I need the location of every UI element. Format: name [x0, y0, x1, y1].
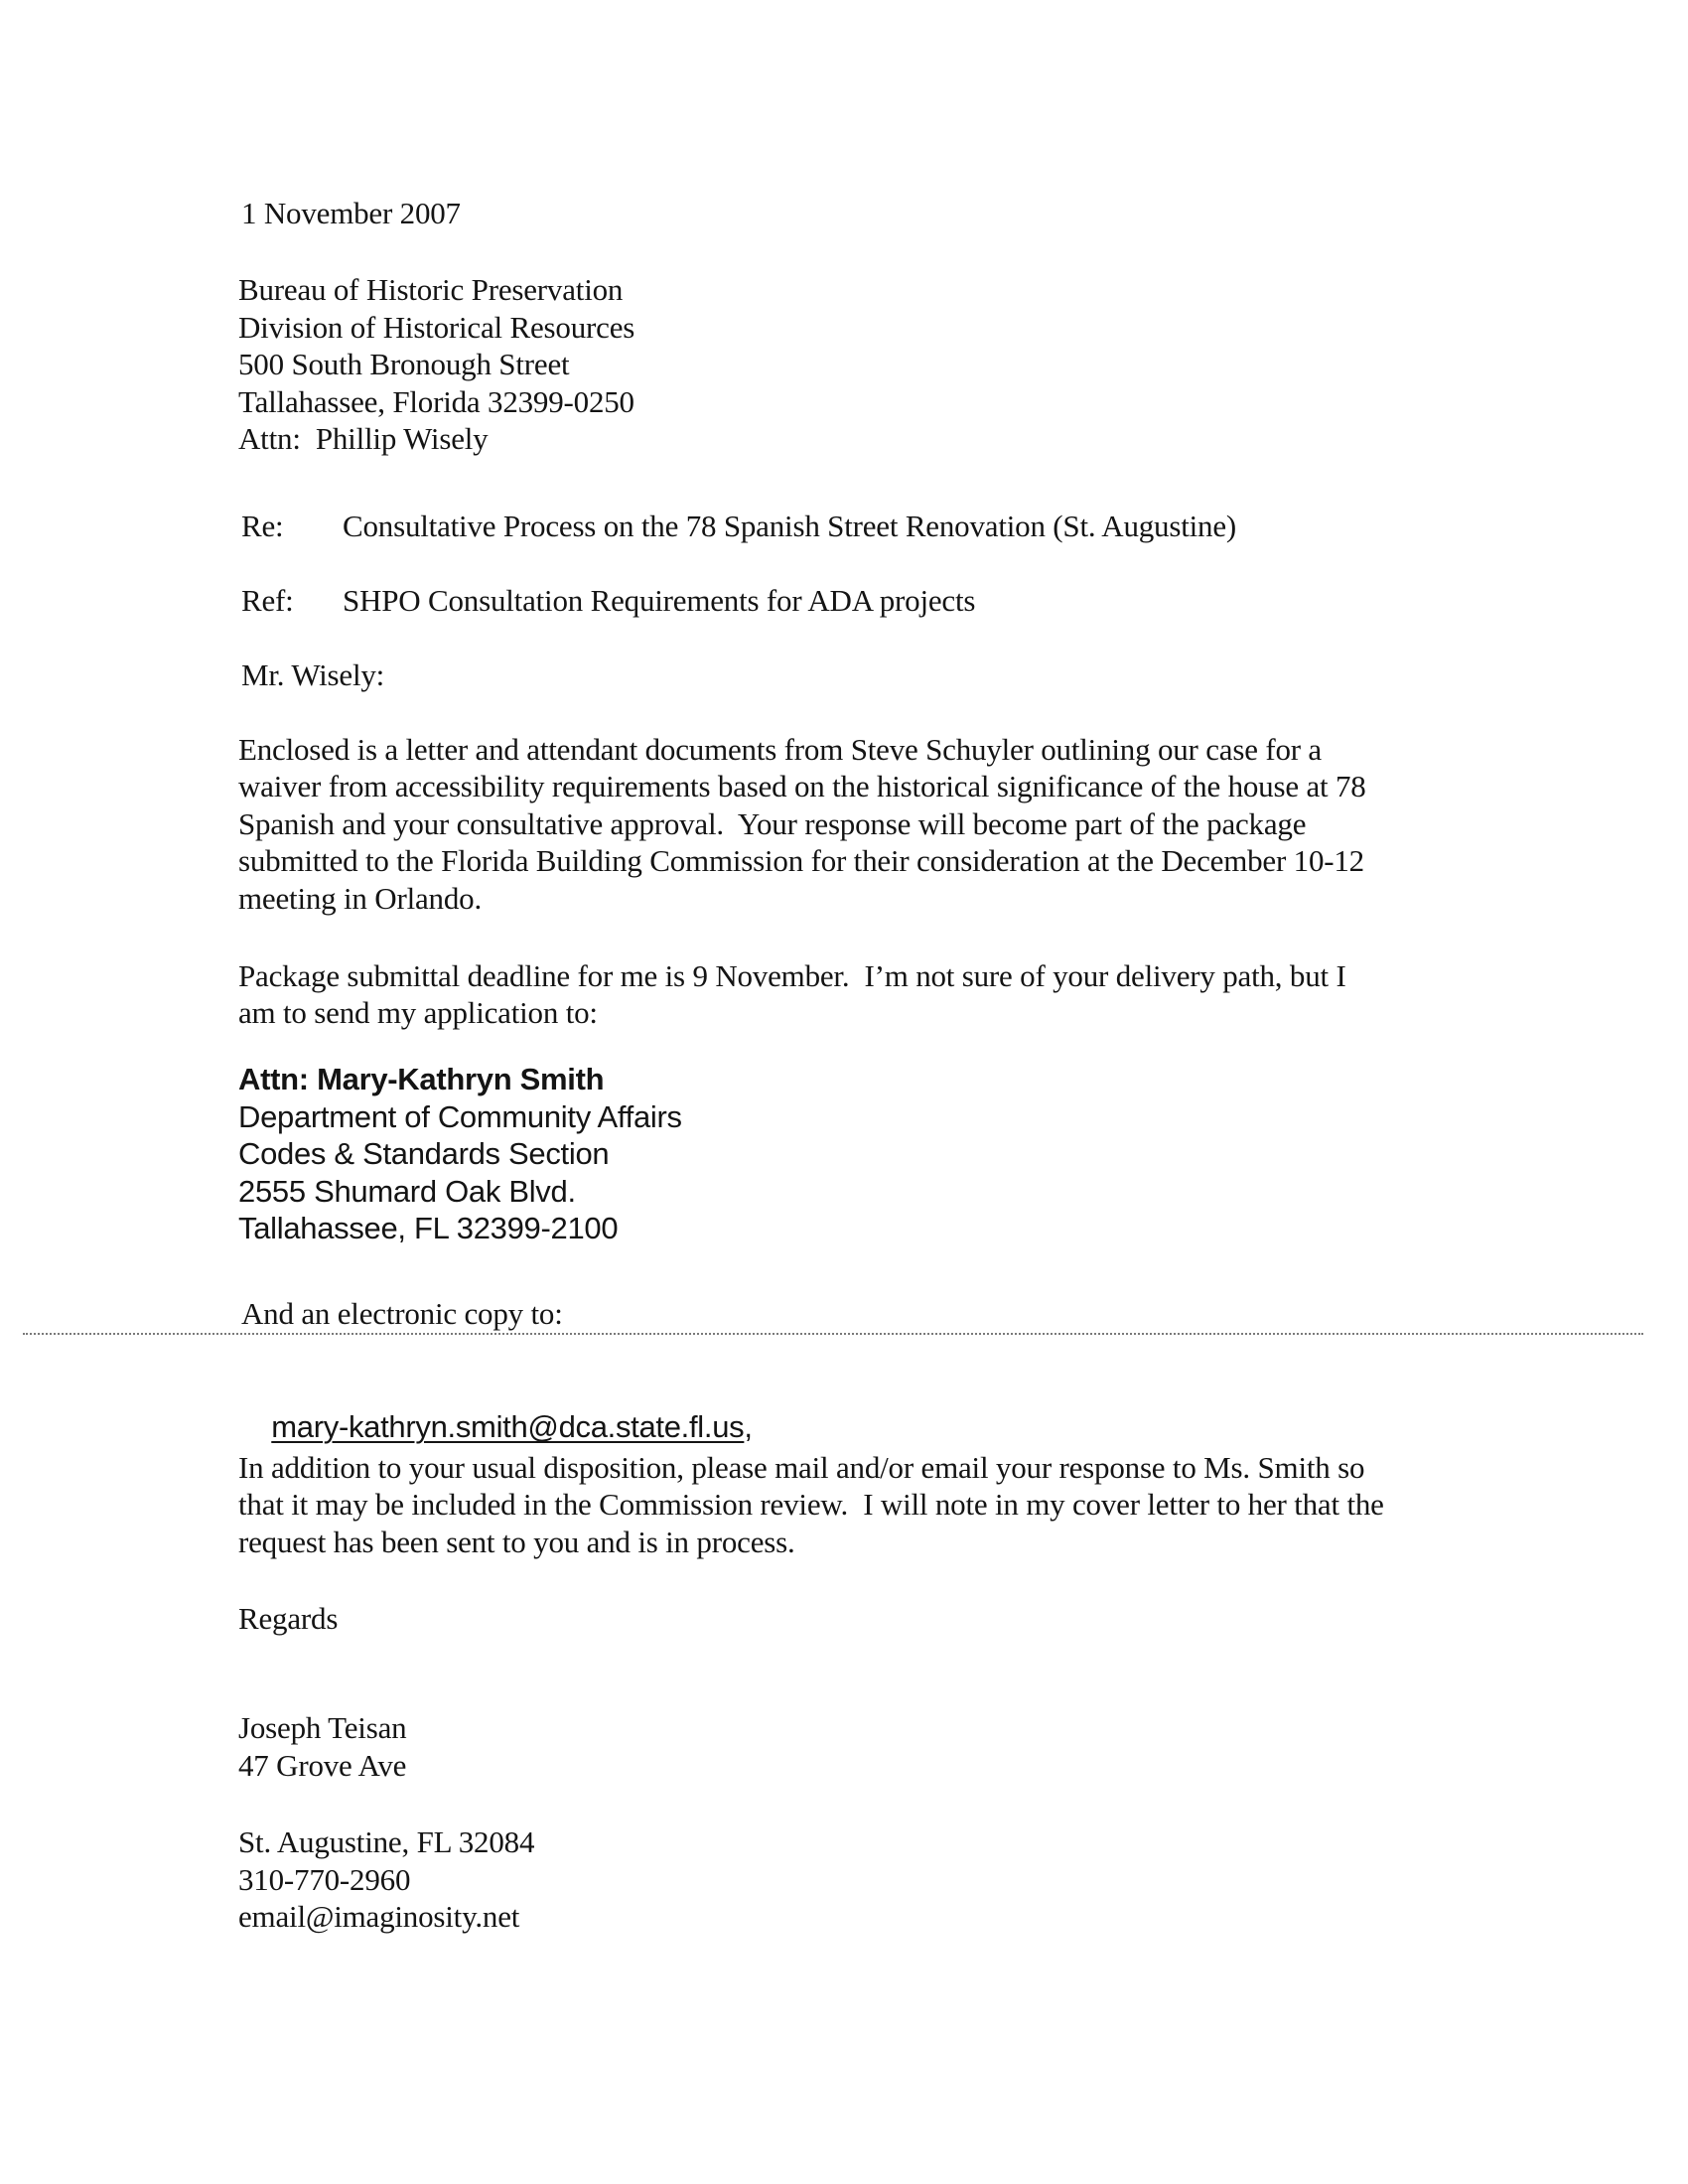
body-paragraph-1 [238, 731, 1509, 917]
email-trailing-comma: , [744, 1409, 753, 1444]
electronic-copy-label: And an electronic copy to: [241, 1296, 563, 1331]
subject-label: Re: [241, 509, 284, 543]
recipient-line: Division of Historical Resources [238, 309, 635, 345]
subject-text: Consultative Process on the 78 Spanish Street Renovation (St. Augustine) [343, 509, 1237, 543]
mailing-line: Codes & Standards Section [238, 1136, 610, 1172]
paragraph-line: Package submittal deadline for me is 9 November. I’m not sure of your delivery path, but I [238, 958, 1346, 993]
closing: Regards [238, 1601, 339, 1636]
paragraph-line: Spanish and your consultative approval. Your response will become part of the package [238, 805, 1307, 841]
reference-text: SHPO Consultation Requirements for ADA projects [343, 583, 976, 618]
recipient-line: Bureau of Historic Preservation [238, 272, 624, 307]
recipient-address [238, 271, 634, 458]
dotted-rule-divider [23, 1333, 1643, 1335]
mailing-attn: Attn: Mary-Kathryn Smith [238, 1062, 605, 1096]
signature-phone: 310-770-2960 [238, 1861, 411, 1897]
recipient-email-link[interactable]: mary-kathryn.smith@dca.state.fl.us [271, 1409, 745, 1444]
recipient-line: Tallahassee, Florida 32399-0250 [238, 383, 634, 419]
signature-email: email@imaginosity.net [238, 1899, 520, 1935]
recipient-attn: Attn: Phillip Wisely [238, 421, 489, 457]
mailing-line: Department of Community Affairs [238, 1098, 682, 1134]
subject-line [0, 508, 1688, 545]
signature-name: Joseph Teisan [238, 1710, 407, 1745]
paragraph-line: that it may be included in the Commission review. I will note in my cover letter to her that the [238, 1487, 1384, 1523]
reference-line [0, 582, 1688, 620]
mailing-address [238, 1061, 682, 1247]
reference-label: Ref: [241, 583, 294, 618]
paragraph-line: meeting in Orlando. [238, 880, 483, 916]
mailing-line: Tallahassee, FL 32399-2100 [238, 1211, 619, 1246]
electronic-copy-line [238, 1371, 753, 1444]
paragraph-line: am to send my application to: [238, 995, 598, 1031]
paragraph-line: In addition to your usual disposition, please mail and/or email your response to Ms. Smith so [238, 1450, 1365, 1485]
signature-block [238, 1709, 406, 1784]
letter-date: 1 November 2007 [241, 196, 461, 230]
paragraph-line: waiver from accessibility requirements based on the historical significance of the house at 78 [238, 769, 1366, 804]
mailing-line: 2555 Shumard Oak Blvd. [238, 1173, 576, 1209]
body-paragraph-2 [238, 957, 1509, 1032]
paragraph-line: Enclosed is a letter and attendant documents from Steve Schuyler outlining our case for a [238, 732, 1322, 767]
salutation: Mr. Wisely: [241, 657, 385, 692]
signature-street: 47 Grove Ave [238, 1747, 407, 1783]
recipient-line: 500 South Bronough Street [238, 347, 570, 382]
paragraph-line: submitted to the Florida Building Commission for their consideration at the December 10-12 [238, 843, 1364, 879]
signature-city: St. Augustine, FL 32084 [238, 1824, 535, 1859]
body-paragraph-3 [238, 1449, 1509, 1560]
signature-contact [238, 1823, 534, 1936]
paragraph-line: request has been sent to you and is in process. [238, 1524, 795, 1559]
